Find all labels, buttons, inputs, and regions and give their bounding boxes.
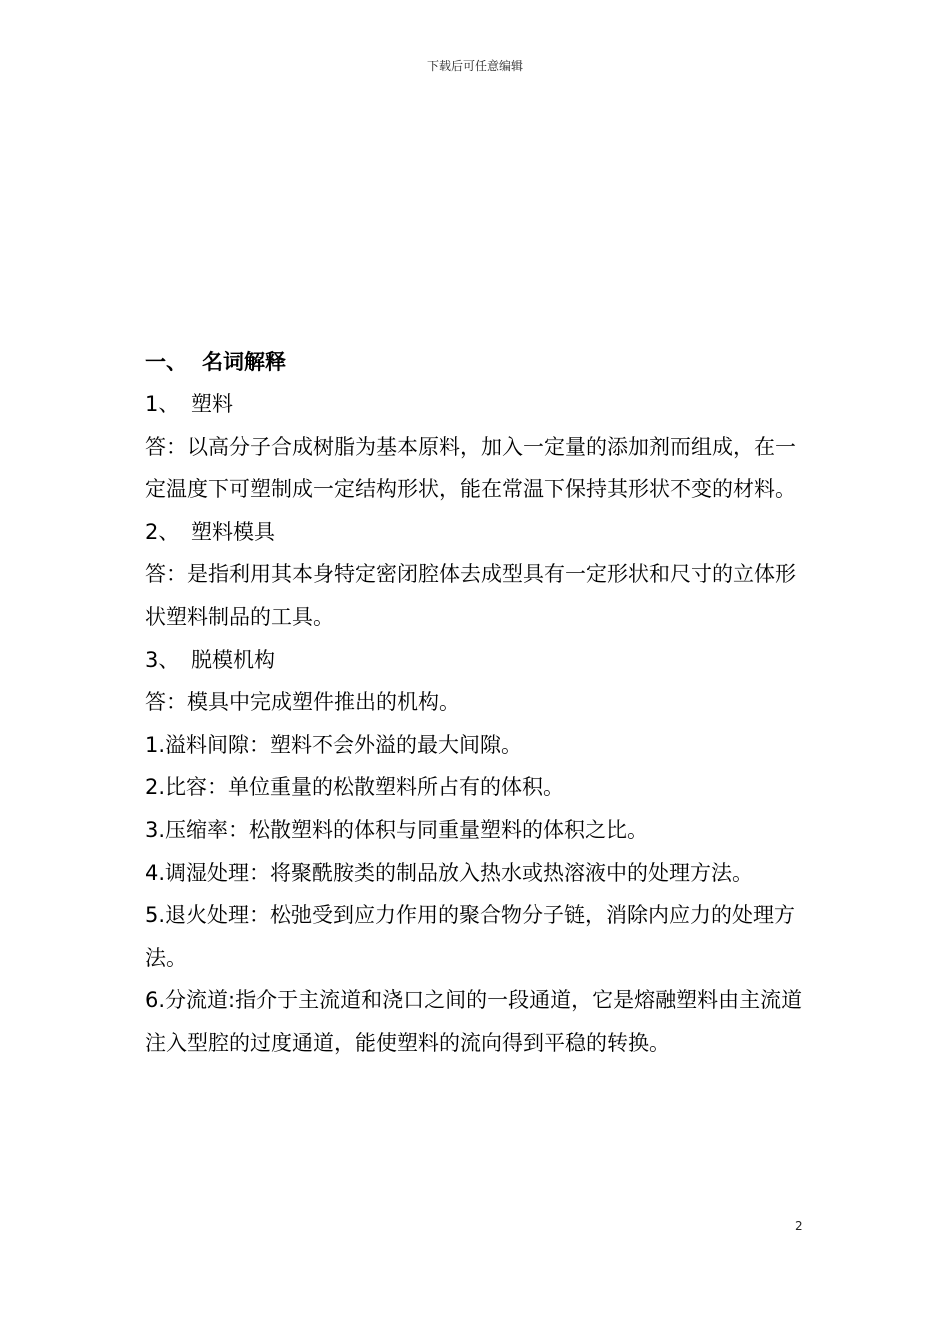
definition-paragraph: 3.压缩率：松散塑料的体积与同重量塑料的体积之比。 bbox=[145, 817, 649, 842]
item-term: 脱模机构 bbox=[191, 647, 275, 672]
definition-paragraph: 4.调湿处理：将聚酰胺类的制品放入热水或热溶液中的处理方法。 bbox=[145, 860, 754, 885]
item-number: 3、 bbox=[145, 647, 180, 672]
item-number: 1、 bbox=[145, 392, 180, 416]
page-number: 2 bbox=[795, 1219, 803, 1233]
definition-paragraph: 5.退火处理：松弛受到应力作用的聚合物分子链，消除内应力的处理方法。 bbox=[145, 903, 796, 970]
section-number: 一、 bbox=[145, 350, 187, 374]
item-answer: 答：以高分子合成树脂为基本原料，加入一定量的添加剂而组成，在一定温度下可塑制成一定结构形状，能在常温下保持其形状不变的材料。 bbox=[145, 434, 796, 502]
item-answer: 答：模具中完成塑件推出的机构。 bbox=[145, 690, 460, 715]
definition-paragraph: 2.比容：单位重量的松散塑料所占有的体积。 bbox=[145, 775, 565, 800]
definition-paragraph: 1.溢料间隙：塑料不会外溢的最大间隙。 bbox=[145, 732, 523, 757]
page-header: 下载后可任意编辑 bbox=[426, 59, 523, 73]
definition-paragraph: 6.分流道:指介于主流道和浇口之间的一段通道，它是熔融塑料由主流道注入型腔的过度通道，能使塑料的流向得到平稳的转换。 bbox=[145, 988, 803, 1055]
item-term: 塑料模具 bbox=[191, 519, 275, 544]
section-title: 名词解释 bbox=[202, 350, 286, 374]
document-body bbox=[145, 341, 810, 1065]
item-answer: 答：是指利用其本身特定密闭腔体去成型具有一定形状和尺寸的立体形状塑料制品的工具。 bbox=[145, 562, 796, 629]
item-heading bbox=[145, 383, 810, 426]
item-term: 塑料 bbox=[191, 392, 233, 416]
item-heading bbox=[145, 511, 810, 554]
item-heading bbox=[145, 639, 810, 682]
item-number: 2、 bbox=[145, 519, 180, 544]
section-heading bbox=[145, 341, 810, 383]
